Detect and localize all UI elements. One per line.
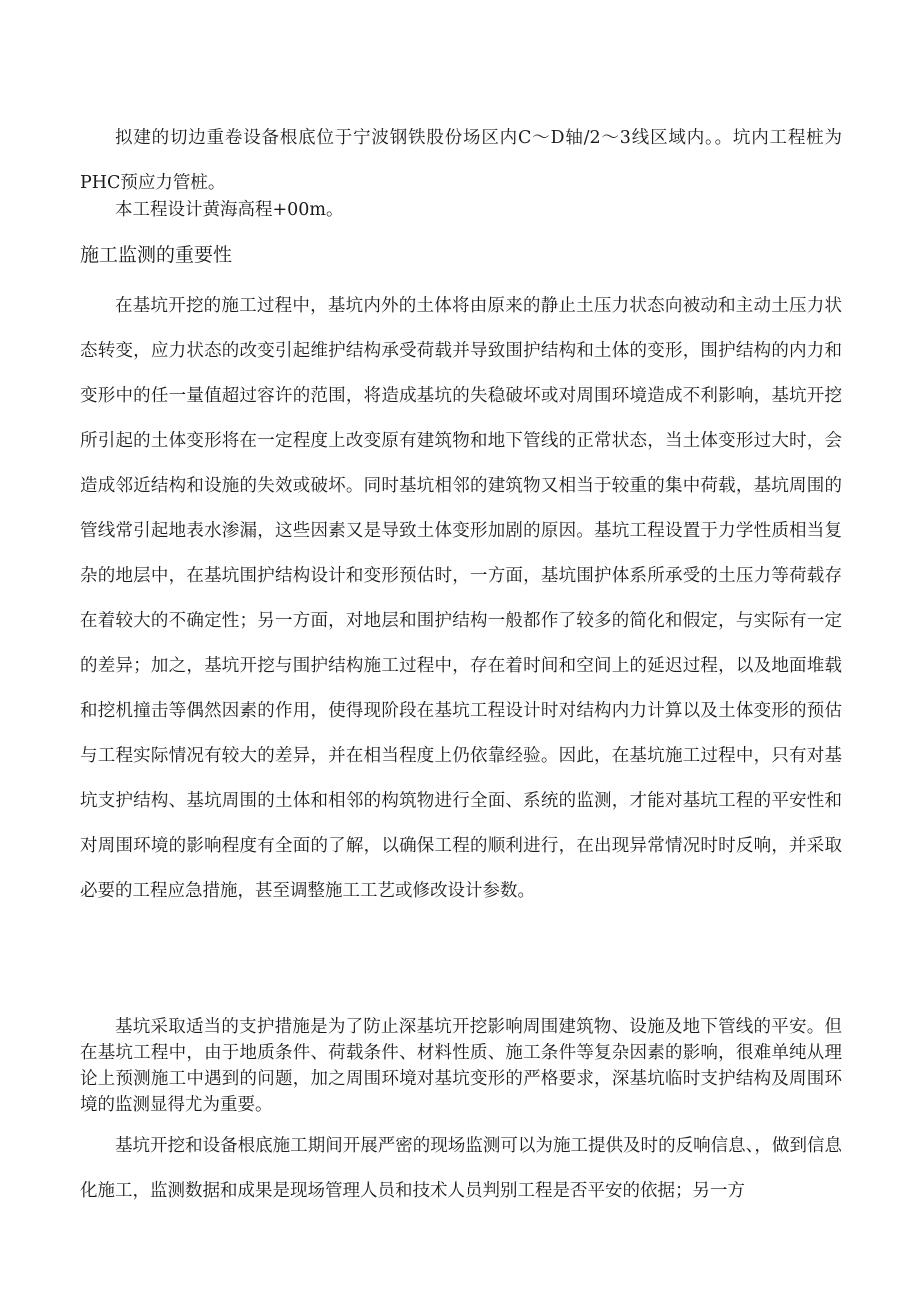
paragraph-support-measures: 基坑采取适当的支护措施是为了防止深基坑开挖影响周围建筑物、设施及地下管线的平安。但在基坑工程中，由于地质条件、荷载条件、材料性质、施工条件等复杂因素的影响，很难单纯从理论上预测施工中遇到的问题，加之周围环境对基坑变形的严格要求，深基坑临时支护结构及周围环境的监测显得尤为重要。 [80,1017,842,1115]
paragraph-elevation: 本工程设计黄海高程+00m。 [115,200,344,220]
section-heading-monitoring-importance: 施工监测的重要性 [80,244,233,266]
paragraph-excavation-process: 在基坑开挖的施工过程中，基坑内外的土体将由原来的静止土压力状态向被动和主动土压力状态转变，应力状态的改变引起维护结构承受荷载并导致围护结构和土体的变形，围护结构的内力和变形中的任一量值超过容许的范围，将造成基坑的失稳破坏或对周围环境造成不利影响，基坑开挖所引起的土体变形将在一定程度上改变原有建筑物和地下管线的正常状态，当土体变形过大时，会造成邻近结构和设施的失效或破坏。同时基坑相邻的建筑物又相当于较重的集中荷载，基坑周围的管线常引起地表水渗漏，这些因素又是导致土体变形加剧的原因。基坑工程设置于力学性质相当复杂的地层中，在基坑围护结构设计和变形预估时，一方面，基坑围护体系所承受的土压力等荷载存在着较大的不确定性；另一方面，对地层和围护结构一般都作了较多的简化和假定，与实际有一定的差异；加之，基坑开挖与围护结构施工过程中，存在着时间和空间上的延迟过程，以及地面堆载和挖机撞击等偶然因素的作用，使得现阶段在基坑工程设计时对结构内力计算以及土体变形的预估与工程实际情况有较大的差异，并在相当程度上仍依靠经验。因此，在基坑施工过程中，只有对基坑支护结构、基坑周围的土体和相邻的构筑物进行全面、系统的监测，才能对基坑工程的平安性和对周围环境的影响程度有全面的了解，以确保工程的顺利进行，在出现异常情况时时反响，并采取必要的工程应急措施，甚至调整施工工艺或修改设计参数。 [80,296,842,901]
paragraph-site-location: 拟建的切边重卷设备根底位于宁波钢铁股份场区内C～D轴/2～3线区域内。。坑内工程桩为PHC预应力管桩。 [80,128,842,193]
paragraph-field-monitoring: 基坑开挖和设备根底施工期间开展严密的现场监测可以为施工提供及时的反响信息、，做到信息化施工，监测数据和成果是现场管理人员和技术人员判别工程是否平安的依据；另一方 [80,1136,842,1201]
